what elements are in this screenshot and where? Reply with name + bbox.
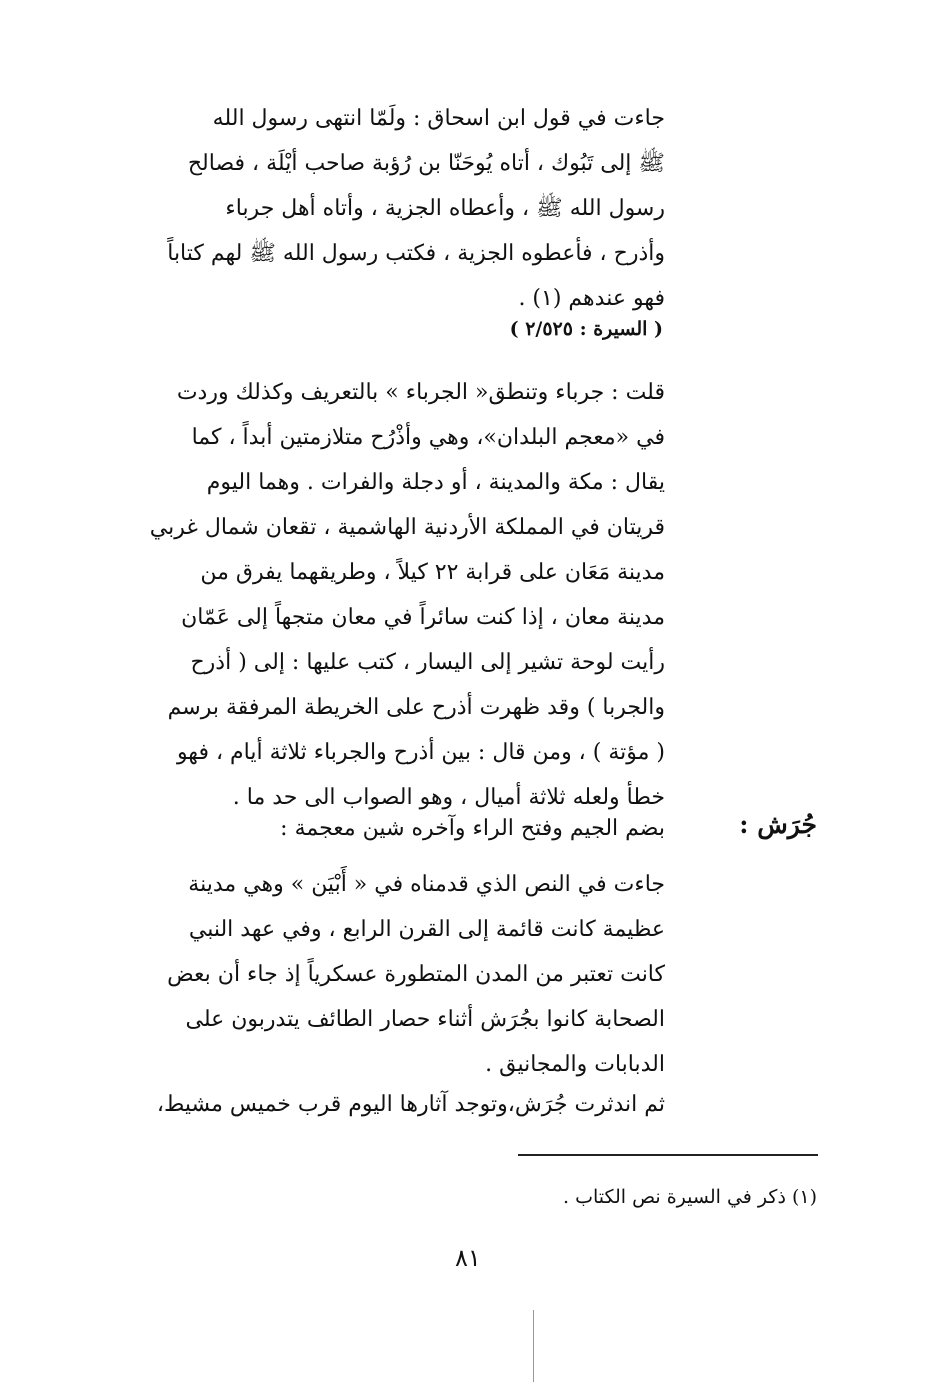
- text-line: يقال : مكة والمدينة ، أو دجلة والفرات . وهما اليوم: [206, 470, 665, 495]
- commentary-paragraph: [125, 370, 665, 820]
- page-number: ٨١: [455, 1244, 481, 1272]
- text-line: والجربا ) وقد ظهرت أذرح على الخريطة المرفقة برسم: [167, 695, 665, 720]
- closing-paragraph: [125, 1082, 665, 1127]
- text-line: جاءت في قول ابن اسحاق : ولَمّا انتهى رسول الله: [212, 106, 665, 131]
- entry-headword: جُرَش :: [739, 810, 817, 839]
- text-line: جاءت في النص الذي قدمناه في « أَبْيَن » وهي مدينة: [188, 872, 665, 897]
- text-line: مدينة معان ، إذا كنت سائراً في معان متجهاً إلى عَمّان: [181, 605, 665, 630]
- entry-body-paragraph: [125, 862, 665, 1087]
- text-line: ثم اندثرت جُرَش،وتوجد آثارها اليوم قرب خميس مشيط،: [156, 1092, 665, 1117]
- footnote: (١) ذكر في السيرة نص الكتاب .: [563, 1186, 817, 1208]
- binding-line: [533, 1310, 534, 1382]
- text-line: الصحابة كانوا بجُرَش أثناء حصار الطائف يتدربون على: [185, 1007, 665, 1032]
- text-line: قلت : جرباء وتنطق« الجرباء » بالتعريف وكذلك وردت: [176, 380, 665, 405]
- text-line: فهو عندهم (١) .: [518, 286, 665, 311]
- text-line: كانت تعتبر من المدن المتطورة عسكرياً إذ جاء أن بعض: [167, 962, 665, 987]
- text-line: في «معجم البلدان»، وهي وأذْرُح متلازمتين أبداً ، كما: [191, 425, 665, 450]
- footnote-divider: [518, 1154, 818, 1156]
- quoted-passage: [125, 96, 665, 321]
- text-line: ﷺ إلى تَبُوك ، أتاه يُوحَنّا بن رُؤبة صاحب أيْلَة ، فصالح: [187, 151, 665, 176]
- text-line: بضم الجيم وفتح الراء وآخره شين معجمة :: [280, 816, 665, 841]
- text-line: رسول الله ﷺ ، وأعطاه الجزية ، وأتاه أهل جرباء: [225, 196, 665, 221]
- source-citation: ( السيرة : ٢/٥٢٥ ): [509, 318, 663, 340]
- text-line: ( مؤتة ) ، ومن قال : بين أذرح والجرباء ثلاثة أيام ، فهو: [176, 740, 665, 765]
- text-line: عظيمة كانت قائمة إلى القرن الرابع ، وفي عهد النبي: [188, 917, 665, 942]
- text-line: رأيت لوحة تشير إلى اليسار ، كتب عليها : إلى ( أذرح: [190, 650, 665, 675]
- text-line: وأذرح ، فأعطوه الجزية ، فكتب رسول الله ﷺ لهم كتاباً: [167, 241, 665, 266]
- entry-definition: [125, 806, 665, 851]
- text-line: خطأ ولعله ثلاثة أميال ، وهو الصواب الى حد ما .: [232, 785, 665, 810]
- text-line: قريتان في المملكة الأردنية الهاشمية ، تقعان شمال غربي: [149, 515, 665, 540]
- text-line: مدينة مَعَان على قرابة ٢٢ كيلاً ، وطريقهما يفرق من: [200, 560, 665, 585]
- text-line: الدبابات والمجانيق .: [485, 1052, 665, 1077]
